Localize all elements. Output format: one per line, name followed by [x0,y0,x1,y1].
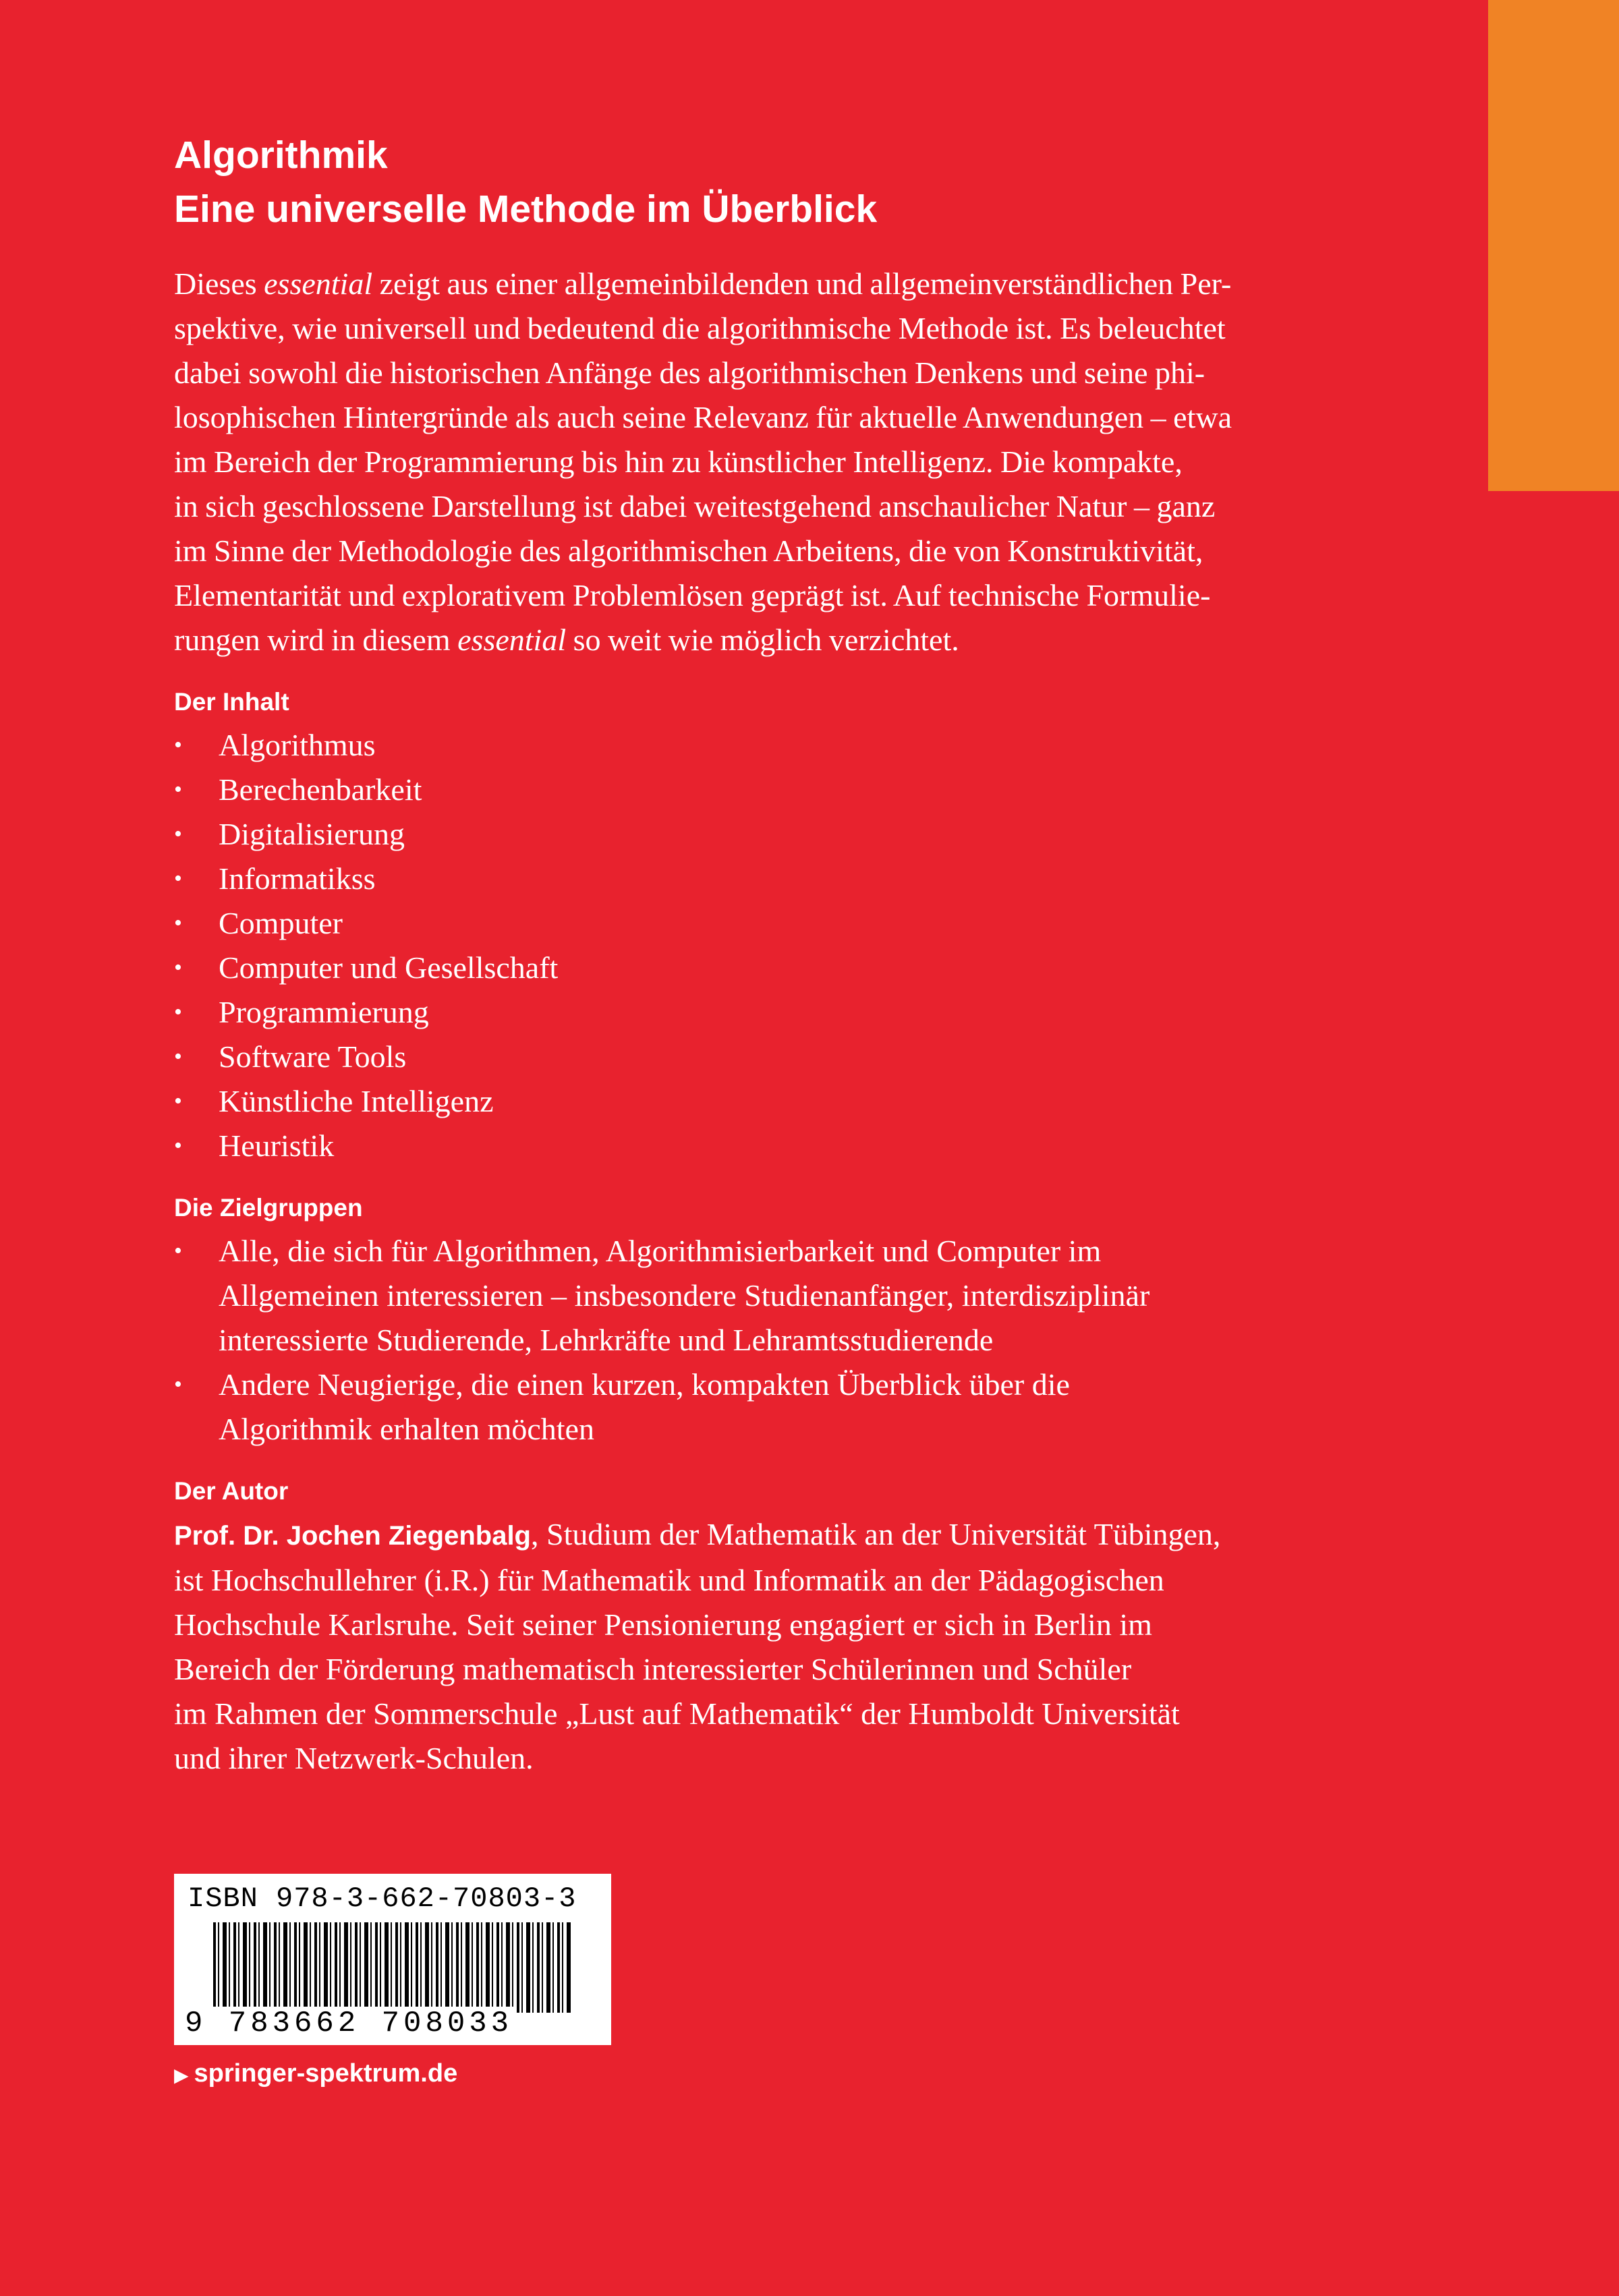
contents-list-item [174,812,1429,857]
blurb-text: im Bereich der Programmierung bis hin zu künstlicher Intelligenz. Die kompakte, [174,444,1183,479]
list-item-text: Algorithmik erhalten möchten [219,1412,594,1446]
bullet-icon: • [174,777,182,802]
bullet-icon: • [174,822,182,846]
list-item-text: Künstliche Intelligenz [219,1084,494,1118]
isbn-barcode [174,1874,611,2045]
list-item-text: Computer und Gesellschaft [219,950,559,985]
contents-heading: Der Inhalt [174,688,289,716]
blurb-italic-term: essential [457,623,567,657]
blurb-text: dabei sowohl die historischen Anfänge des algorithmischen Denkens und seine phi- [174,355,1205,390]
blurb-line [174,395,1429,440]
list-item-text: Informatikss [219,861,376,896]
author-bio-line: ist Hochschullehrer (i.R.) für Mathematik und Informatik an der Pädagogischen [174,1563,1164,1597]
bullet-icon: • [174,955,182,980]
contents-list-item [174,901,1429,946]
blurb-line [174,573,1429,618]
blurb-text: spektive, wie universell und bedeutend die algorithmische Methode ist. Es beleuchtet [174,311,1226,345]
contents-list-item [174,990,1429,1035]
blurb-line [174,484,1429,529]
book-title [174,128,1429,236]
bullet-icon: • [174,733,182,757]
list-item-text: Computer [219,906,343,940]
contents-list-item [174,1079,1429,1124]
bullet-icon: • [174,1372,182,1397]
bullet-icon: • [174,911,182,936]
author-bio-line: im Rahmen der Sommerschule „Lust auf Mathematik“ der Humboldt Universität [174,1696,1180,1731]
list-item-text: Andere Neugierige, die einen kurzen, kompakten Überblick über die [219,1367,1070,1402]
list-item-text: Software Tools [219,1039,407,1074]
author-bio-line: und ihrer Netzwerk-Schulen. [174,1741,534,1775]
contents-list-item [174,946,1429,990]
title-line-1: Algorithmik [174,134,388,177]
author-bio-text: , Studium der Mathematik an der Universität Tübingen, [530,1517,1221,1551]
blurb-text: zeigt aus einer allgemeinbildenden und allgemeinverständlichen Per- [372,266,1232,301]
blurb-text: Elementarität und explorativem Problemlösen geprägt ist. Auf technische Formulie- [174,578,1211,612]
contents-list-item [174,857,1429,901]
blurb-line [174,262,1429,306]
audience-list [174,1229,1429,1452]
publisher-website[interactable] [174,2053,457,2096]
blurb-text: in sich geschlossene Darstellung ist dabei weitestgehend anschaulicher Natur – ganz [174,489,1216,523]
author-bio-line: Bereich der Förderung mathematisch interessierter Schülerinnen und Schüler [174,1652,1132,1686]
author-bio-line: Hochschule Karlsruhe. Seit seiner Pensionierung engagiert er sich in Berlin im [174,1607,1152,1642]
list-item-text: Alle, die sich für Algorithmen, Algorithmisierbarkeit und Computer im [219,1234,1102,1268]
blurb-line [174,440,1429,484]
title-line-2: Eine universelle Methode im Überblick [174,188,878,231]
bullet-icon: • [174,1000,182,1025]
blurb-text: Dieses [174,266,264,301]
contents-list [174,723,1429,1168]
blurb-italic-term: essential [264,266,373,301]
contents-list-item [174,1035,1429,1079]
back-cover-content [174,128,1429,1781]
blurb-text: rungen wird in diesem [174,623,458,657]
contents-list-item [174,768,1429,812]
audience-heading: Die Zielgruppen [174,1194,363,1222]
list-item-text: Programmierung [219,995,429,1029]
website-url: springer-spektrum.de [194,2059,458,2088]
bullet-icon: • [174,1133,182,1158]
description-blurb [174,262,1429,662]
triangle-right-icon: ▶ [174,2065,189,2086]
blurb-line [174,529,1429,573]
list-item-text: Digitalisierung [219,817,405,851]
author-name: Prof. Dr. Jochen Ziegenbalg [174,1521,531,1551]
bullet-icon: • [174,1238,182,1263]
bullet-icon: • [174,1089,182,1114]
blurb-line [174,306,1429,351]
blurb-line [174,618,1429,662]
author-bio [174,1512,1429,1781]
author-heading: Der Autor [174,1477,289,1505]
audience-list-item [174,1362,1429,1452]
blurb-text: losophischen Hintergründe als auch seine Relevanz für aktuelle Anwendungen – etwa [174,400,1232,434]
blurb-text: so weit wie möglich verzichtet. [566,623,959,657]
list-item-text: Allgemeinen interessieren – insbesondere Studienanfänger, interdisziplinär [219,1278,1150,1313]
list-item-text: Algorithmus [219,728,376,762]
contents-list-item [174,1124,1429,1168]
orange-accent-tab [1488,0,1619,491]
list-item-text: Heuristik [219,1128,335,1163]
bullet-icon: • [174,1044,182,1069]
blurb-line [174,351,1429,395]
bullet-icon: • [174,866,182,891]
list-item-text: Berechenbarkeit [219,772,422,807]
audience-list-item [174,1229,1429,1362]
barcode-bars [213,1922,571,2013]
contents-list-item [174,723,1429,768]
ean-number: 9 783662 708033 [185,2007,513,2040]
list-item-text: interessierte Studierende, Lehrkräfte und Lehramtsstudierende [219,1323,994,1357]
author-bio-line [174,1512,1429,1558]
isbn-number: ISBN 978-3-662-70803-3 [188,1883,577,1915]
blurb-text: im Sinne der Methodologie des algorithmischen Arbeitens, die von Konstruktivität, [174,534,1203,568]
